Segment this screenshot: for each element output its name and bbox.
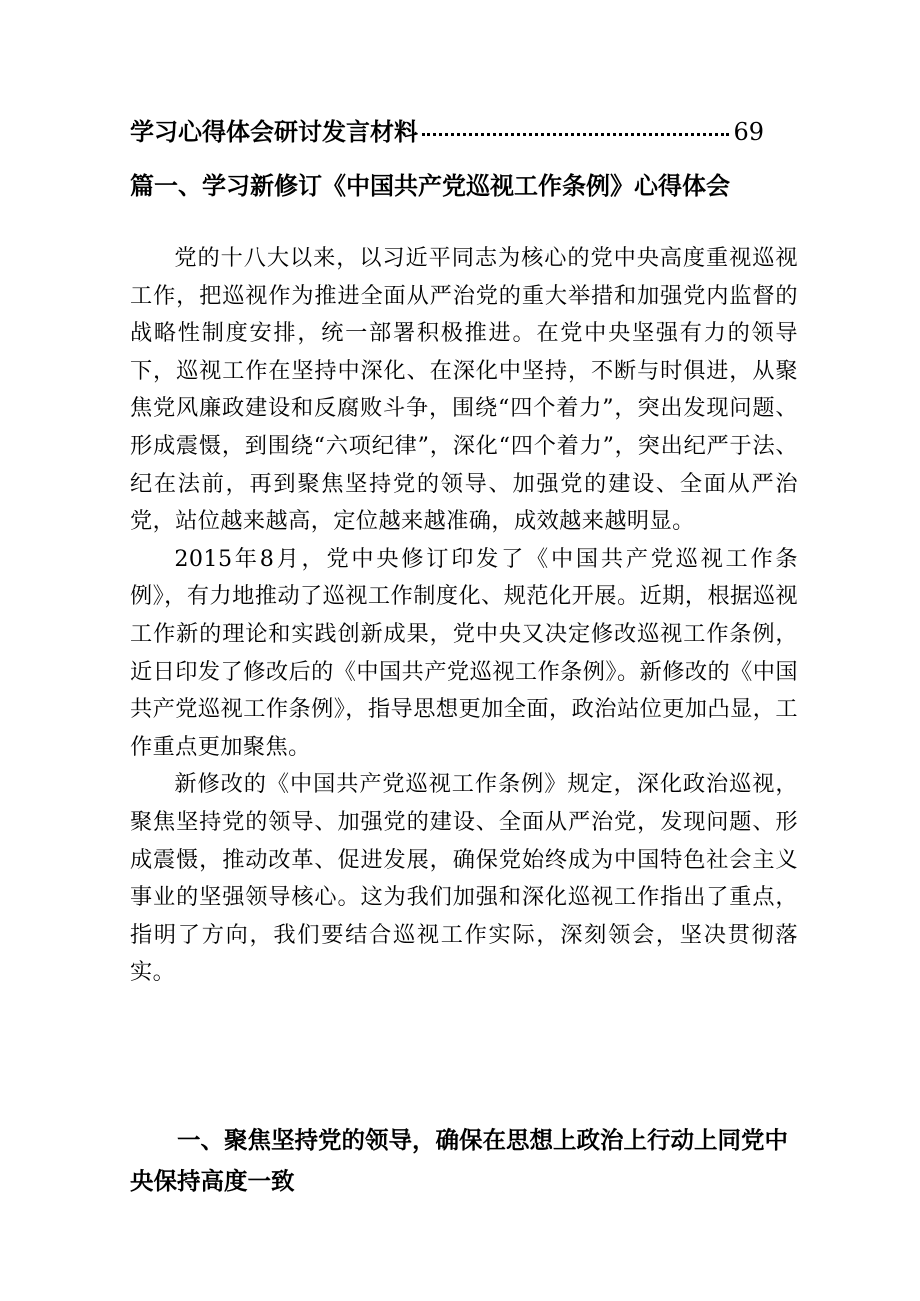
section-heading: 一、聚焦坚持党的领导，确保在思想上政治上行动上同党中央保持高度一致 xyxy=(130,1126,788,1195)
toc-leader-dots xyxy=(422,133,729,136)
body-paragraph-2: 2015年8月，党中央修订印发了《中国共产党巡视工作条例》，有力地推动了巡视工作制度化、规范化开展。近期，根据巡视工作新的理论和实践创新成果，党中央又决定修改巡视工作条例，近日印发了修改后的《中国共产党巡视工作条例》。新修改的《中国共产党巡视工作条例》，指导思想更加全面，政治站位更加凸显，工作重点更加聚焦。 xyxy=(130,545,798,760)
body-paragraph-1: 党的十八大以来，以习近平同志为核心的党中央高度重视巡视工作，把巡视作为推进全面从严治党的重大举措和加强党内监督的战略性制度安排，统一部署积极推进。在党中央坚强有力的领导下，巡视工作在坚持中深化、在深化中坚持，不断与时俱进，从聚焦党风廉政建设和反腐败斗争，围绕“四个着力”，突出发现问题、形成震慑，到围绕“六项纪律”，深化“四个着力”，突出纪严于法、纪在法前，再到聚焦坚持党的领导、加强党的建设、全面从严治党，站位越来越高，定位越来越准确，成效越来越明显。 xyxy=(130,245,798,535)
toc-entry[interactable] xyxy=(130,112,764,147)
article-body xyxy=(130,240,798,992)
toc-entry-text: 学习心得体会研讨发言材料 xyxy=(130,118,418,146)
article-title: 篇一、学习新修订《中国共产党巡视工作条例》心得体会 xyxy=(130,172,730,200)
toc-page-number: 69 xyxy=(733,118,764,146)
body-paragraph-3: 新修改的《中国共产党巡视工作条例》规定，深化政治巡视，聚焦坚持党的领导、加强党的建设、全面从严治党，发现问题、形成震慑，推动改革、促进发展，确保党始终成为中国特色社会主义事业的坚强领导核心。这为我们加强和深化巡视工作指出了重点，指明了方向，我们要结合巡视工作实际，深刻领会，坚决贯彻落实。 xyxy=(130,771,798,986)
